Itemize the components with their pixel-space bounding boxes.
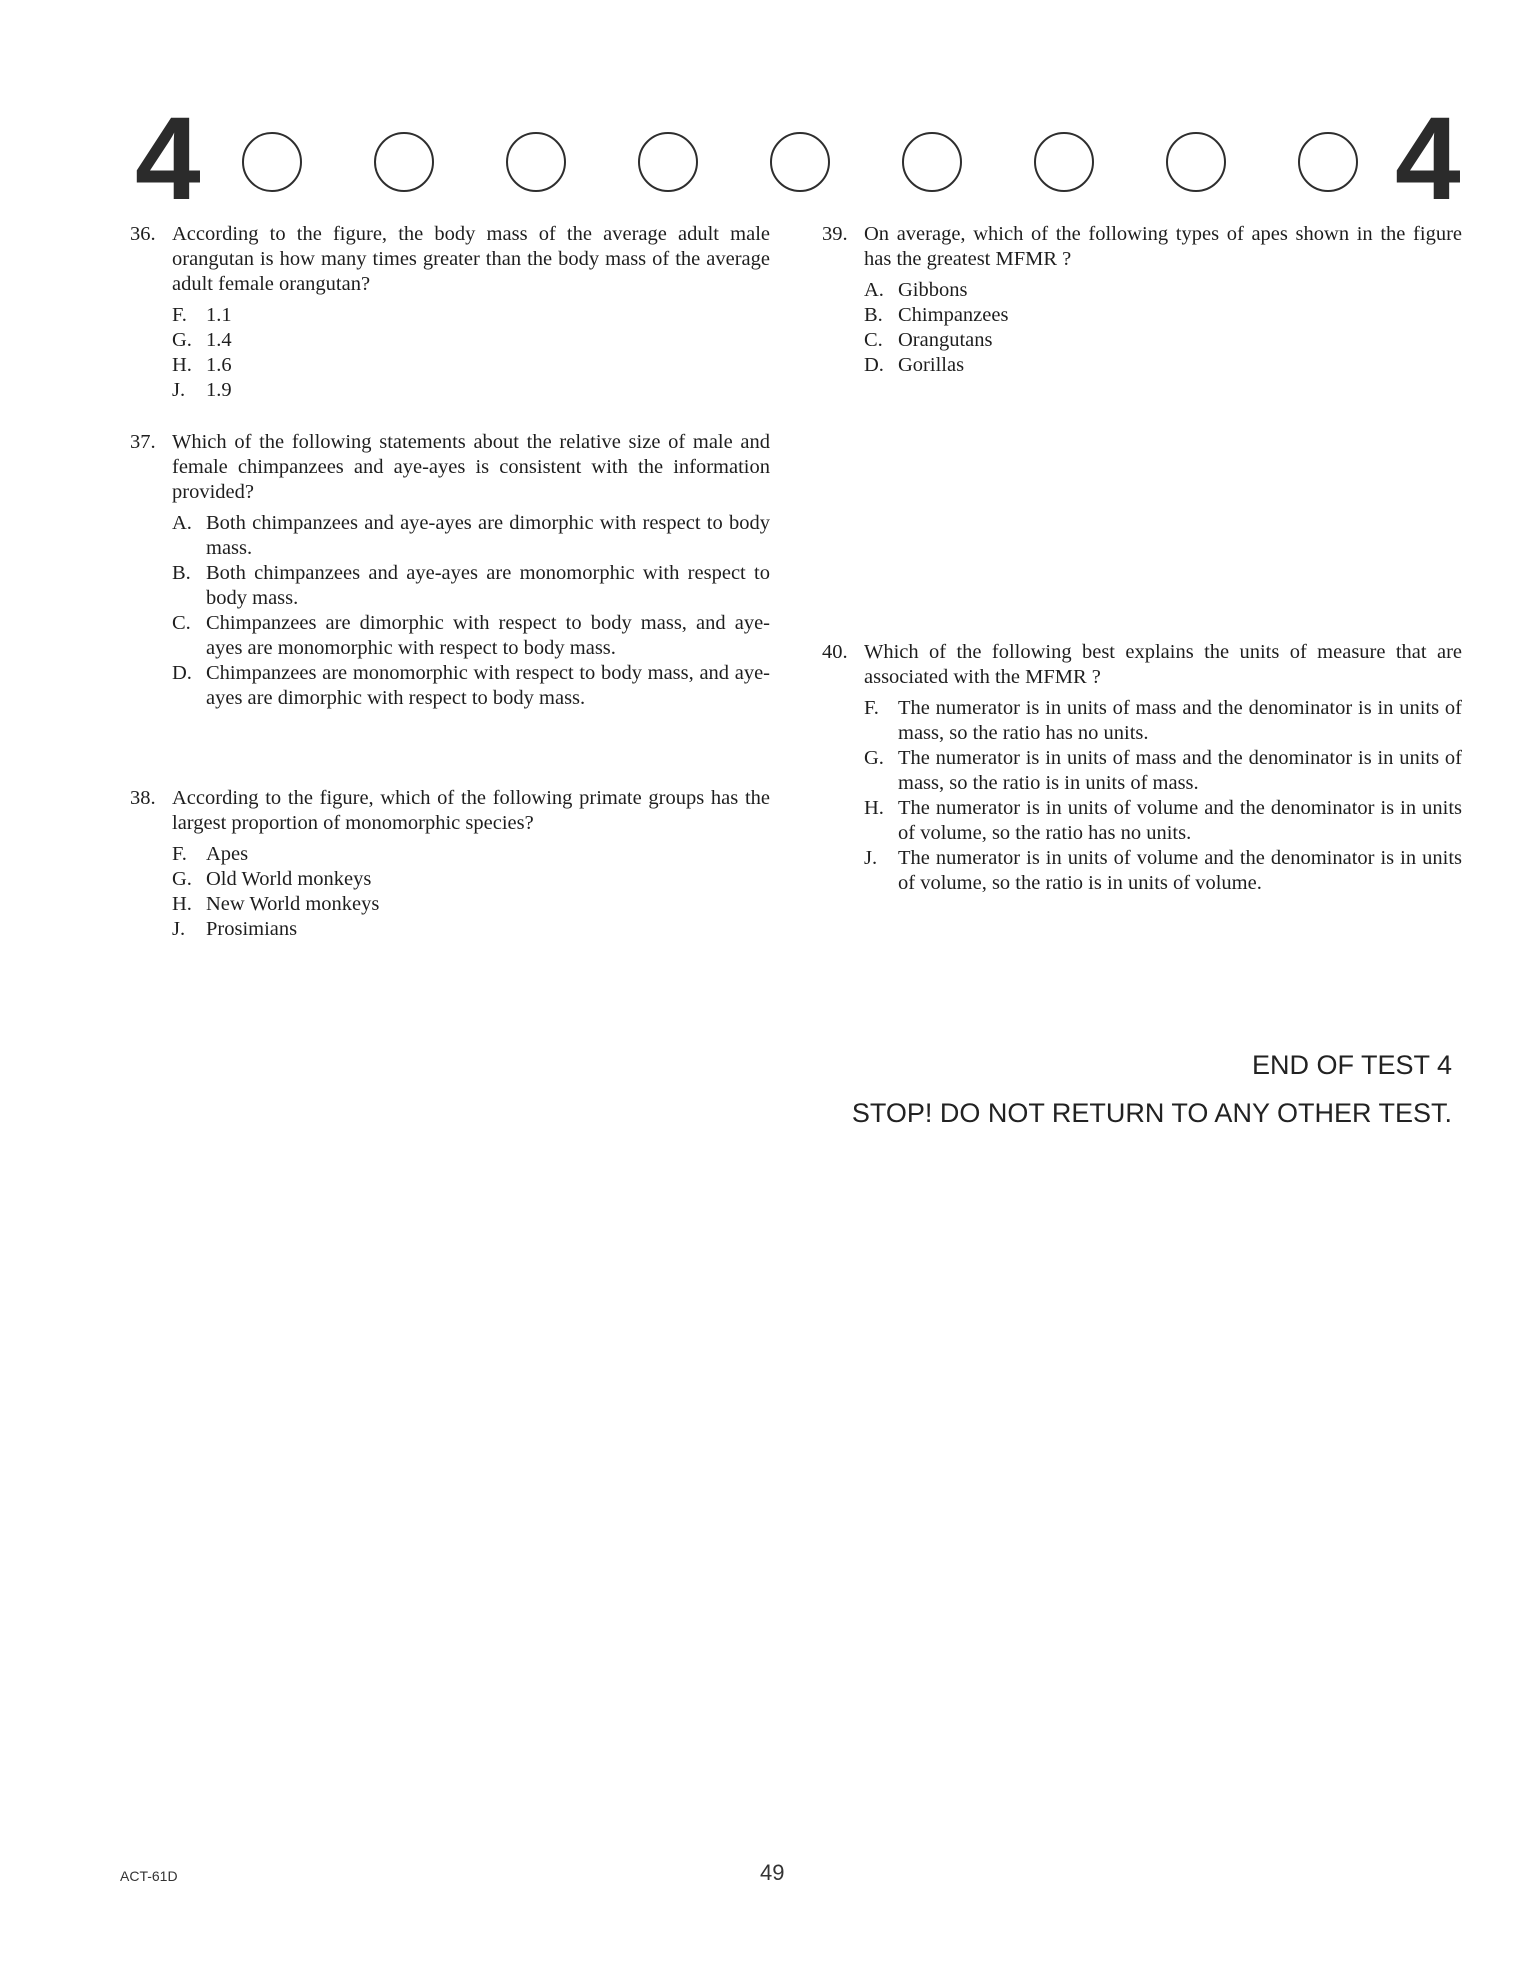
stop-notice: STOP! DO NOT RETURN TO ANY OTHER TEST. (851, 1098, 1452, 1128)
option-text: 1.9 (206, 379, 232, 401)
option-text: Orangutans (898, 329, 993, 351)
answer-option-b[interactable] (172, 561, 770, 611)
page-number: 49 (760, 1860, 785, 1885)
option-text: The numerator is in units of mass and the denominator is in units of mass, so the ratio has no units. (898, 697, 1462, 744)
option-text: Prosimians (206, 918, 298, 940)
question-36 (130, 222, 770, 403)
option-letter: F. (172, 304, 187, 326)
answer-option-a[interactable] (172, 511, 770, 561)
answer-options (864, 696, 1462, 896)
option-letter: A. (172, 512, 192, 534)
question-38 (130, 786, 770, 942)
option-text: 1.6 (206, 354, 232, 376)
option-text: Gibbons (898, 279, 968, 301)
option-text: New World monkeys (206, 893, 380, 915)
option-letter: F. (172, 843, 187, 865)
question-37 (130, 430, 770, 711)
header-circle (506, 132, 566, 192)
option-letter: B. (172, 562, 191, 584)
end-of-test-label: END OF TEST 4 (1251, 1050, 1452, 1080)
question-39 (822, 222, 1462, 378)
answer-option-j[interactable] (172, 917, 770, 942)
option-letter: J. (172, 918, 186, 940)
option-text: 1.1 (206, 304, 232, 326)
answer-option-a[interactable] (864, 278, 1462, 303)
header-circle (1298, 132, 1358, 192)
answer-option-j[interactable] (172, 378, 770, 403)
answer-option-d[interactable] (172, 661, 770, 711)
option-text: The numerator is in units of mass and the denominator is in units of mass, so the ratio is in units of mass. (898, 747, 1462, 794)
question-number: 38. (130, 787, 156, 809)
option-letter: G. (172, 868, 192, 890)
question-number: 36. (130, 223, 156, 245)
option-text: Apes (206, 843, 249, 865)
answer-option-h[interactable] (864, 796, 1462, 846)
option-text: Both chimpanzees and aye-ayes are dimorphic with respect to body mass. (206, 512, 770, 559)
option-letter: G. (864, 747, 884, 769)
header-circle-row (242, 132, 1378, 192)
question-text: According to the figure, the body mass of the average adult male orangutan is how many times greater than the body mass of the average adult female orangutan? (172, 223, 770, 295)
question-text: Which of the following best explains the units of measure that are associated with the MFMR ? (864, 641, 1462, 688)
answer-option-f[interactable] (172, 303, 770, 328)
option-text: The numerator is in units of volume and the denominator is in units of volume, so the ratio is in units of volume. (898, 847, 1462, 894)
option-letter: G. (172, 329, 192, 351)
option-text: Old World monkeys (206, 868, 372, 890)
test-number-left: 4 (135, 93, 201, 225)
option-text: Chimpanzees are monomorphic with respect to body mass, and aye-ayes are dimorphic with respect to body mass. (206, 662, 770, 709)
answer-options (864, 278, 1462, 378)
question-number: 37. (130, 431, 156, 453)
option-text: 1.4 (206, 329, 232, 351)
answer-option-f[interactable] (864, 696, 1462, 746)
question-number: 39. (822, 223, 848, 245)
question-number: 40. (822, 641, 848, 663)
option-letter: H. (864, 797, 884, 819)
option-text: Chimpanzees (898, 304, 1009, 326)
answer-options (172, 842, 770, 942)
answer-option-g[interactable] (864, 746, 1462, 796)
header-circle (242, 132, 302, 192)
option-letter: B. (864, 304, 883, 326)
question-text: On average, which of the following types of apes shown in the figure has the greatest MFMR ? (864, 223, 1462, 270)
option-text: The numerator is in units of volume and the denominator is in units of volume, so the ratio has no units. (898, 797, 1462, 844)
answer-option-g[interactable] (172, 867, 770, 892)
header-circle (374, 132, 434, 192)
option-letter: D. (864, 354, 884, 376)
answer-option-c[interactable] (864, 328, 1462, 353)
option-letter: C. (172, 612, 191, 634)
option-letter: H. (172, 354, 192, 376)
option-letter: J. (864, 847, 878, 869)
answer-option-b[interactable] (864, 303, 1462, 328)
option-text: Chimpanzees are dimorphic with respect to body mass, and aye-ayes are monomorphic with respect to body mass. (206, 612, 770, 659)
answer-option-g[interactable] (172, 328, 770, 353)
answer-option-c[interactable] (172, 611, 770, 661)
header-circle (1034, 132, 1094, 192)
header-circle (770, 132, 830, 192)
header-circle (902, 132, 962, 192)
answer-options (172, 511, 770, 711)
option-letter: C. (864, 329, 883, 351)
option-letter: F. (864, 697, 879, 719)
option-text: Both chimpanzees and aye-ayes are monomorphic with respect to body mass. (206, 562, 770, 609)
question-40 (822, 640, 1462, 896)
question-text: Which of the following statements about the relative size of male and female chimpanzees and aye-ayes is consistent with the information provided? (172, 431, 770, 503)
test-number-right: 4 (1395, 93, 1461, 225)
answer-option-f[interactable] (172, 842, 770, 867)
answer-option-h[interactable] (172, 353, 770, 378)
form-code: ACT-61D (120, 1868, 178, 1884)
answer-options (172, 303, 770, 403)
option-letter: A. (864, 279, 884, 301)
answer-option-j[interactable] (864, 846, 1462, 896)
answer-option-d[interactable] (864, 353, 1462, 378)
answer-option-h[interactable] (172, 892, 770, 917)
question-text: According to the figure, which of the following primate groups has the largest proportion of monomorphic species? (172, 787, 770, 834)
option-letter: H. (172, 893, 192, 915)
header-circle (638, 132, 698, 192)
option-letter: D. (172, 662, 192, 684)
header-circle (1166, 132, 1226, 192)
option-text: Gorillas (898, 354, 965, 376)
option-letter: J. (172, 379, 186, 401)
